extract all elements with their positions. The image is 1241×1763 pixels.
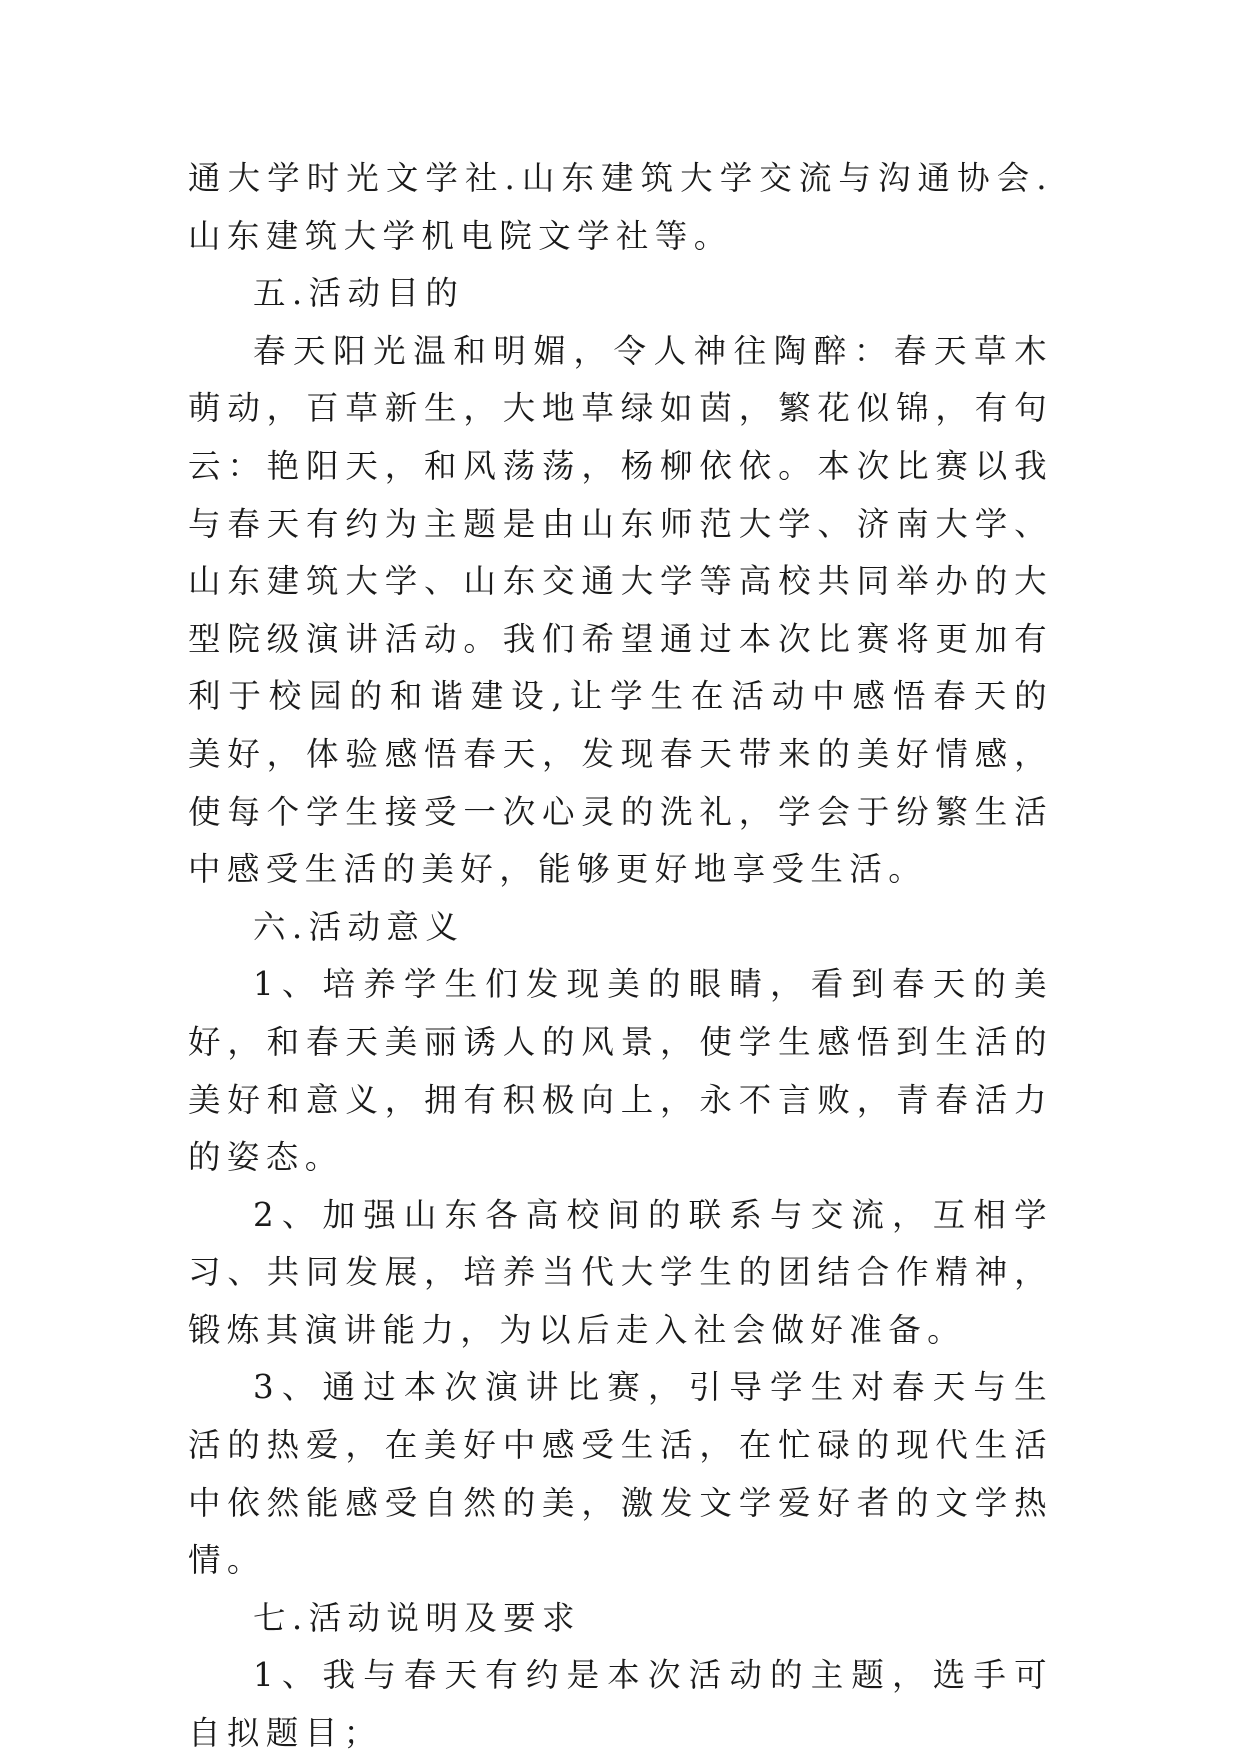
paragraph-significance-item-3: 3、通过本次演讲比赛，引导学生对春天与生活的热爱，在美好中感受生活，在忙碌的现代生活中依然能感受自然的美，激发文学爱好者的文学热情。 <box>188 1368 1053 1580</box>
document-body <box>188 150 1053 1763</box>
section-heading-activity-requirements: 七.活动说明及要求 <box>253 1598 581 1637</box>
paragraph-significance-item-1: 1、培养学生们发现美的眼睛，看到春天的美好，和春天美丽诱人的风景，使学生感悟到生活的美好和意义，拥有积极向上，永不言败，青春活力的姿态。 <box>188 965 1053 1177</box>
section-heading-activity-significance: 六.活动意义 <box>253 907 465 946</box>
paragraph-significance-item-2: 2、加强山东各高校间的联系与交流，互相学习、共同发展，培养当代大学生的团结合作精神，锻炼其演讲能力，为以后走入社会做好准备。 <box>188 1195 1053 1349</box>
paragraph-requirements-item-1: 1、我与春天有约是本次活动的主题，选手可自拟题目； <box>188 1656 1053 1753</box>
section-heading-activity-purpose: 五.活动目的 <box>253 274 465 313</box>
paragraph-continuation-organizers: 通大学时光文学社.山东建筑大学交流与沟通协会.山东建筑大学机电院文学社等。 <box>188 159 1053 255</box>
paragraph-activity-purpose: 春天阳光温和明媚，令人神往陶醉：春天草木萌动，百草新生，大地草绿如茵，繁花似锦，有句云：艳阳天，和风荡荡，杨柳依依。本次比赛以我与春天有约为主题是由山东师范大学、济南大学、山东建筑大学、山东交通大学等高校共同举办的大型院级演讲活动。我们希望通过本次比赛将更加有利于校园的和谐建设,让学生在活动中感悟春天的美好，体验感悟春天，发现春天带来的美好情感，使每个学生接受一次心灵的洗礼，学会于纷繁生活中感受生活的美好，能够更好地享受生活。 <box>188 331 1053 889</box>
